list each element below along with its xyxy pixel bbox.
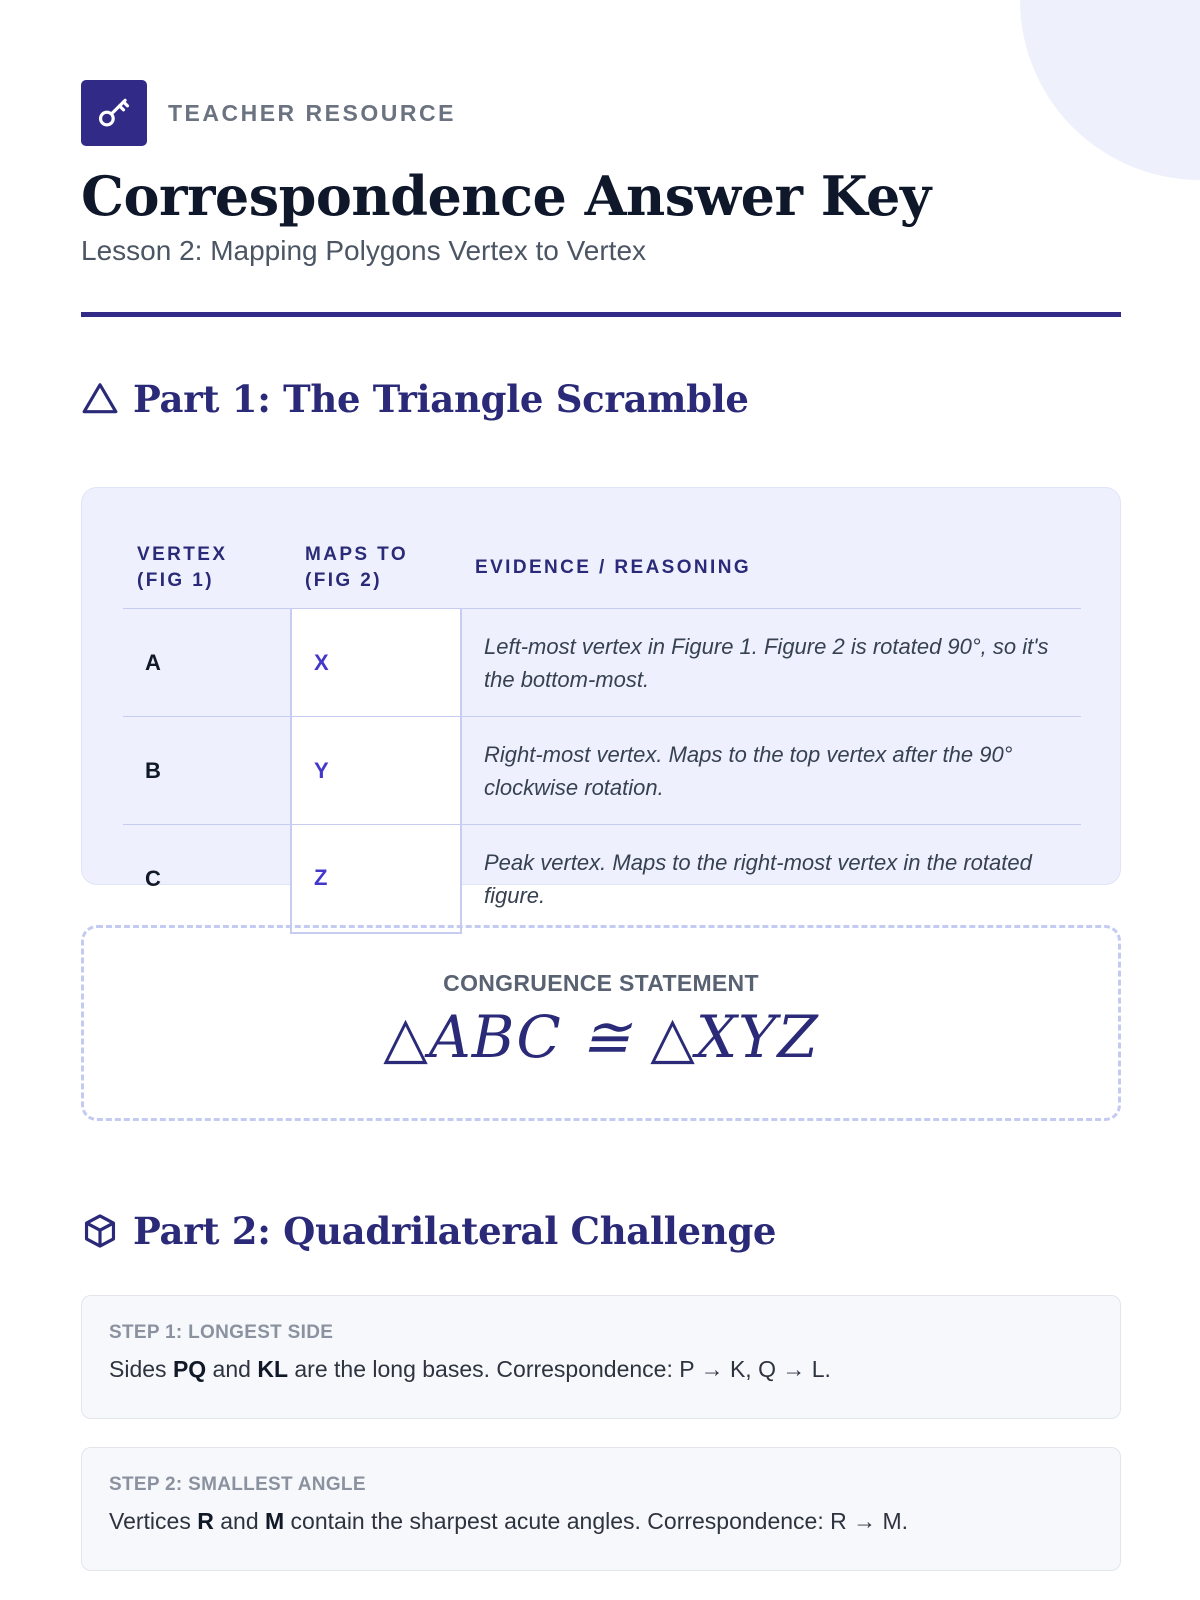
vertex-cell: A — [123, 609, 291, 717]
vertex-cell: C — [123, 825, 291, 933]
congruence-label: CONGRUENCE STATEMENT — [443, 970, 759, 996]
key-icon — [81, 80, 147, 146]
table-header-row — [123, 528, 1081, 609]
column-header-evidence: EVIDENCE / REASONING — [475, 557, 752, 578]
header-divider — [81, 312, 1121, 317]
correspondence-table-card — [81, 487, 1121, 908]
part1-title: Part 1: The Triangle Scramble — [133, 377, 749, 421]
header — [81, 80, 1121, 146]
column-header-vertex: VERTEX (FIG 1) — [137, 544, 228, 591]
evidence-cell: Peak vertex. Maps to the right-most vertex in the rotated figure. — [461, 825, 1081, 933]
step-card — [81, 1295, 1121, 1419]
congruence-statement-box — [81, 925, 1121, 1121]
part1-heading — [81, 377, 1121, 421]
step-label: STEP 1: LONGEST SIDE — [109, 1322, 334, 1343]
maps-to-cell: X — [291, 609, 461, 717]
page-subtitle: Lesson 2: Mapping Polygons Vertex to Vertex — [81, 235, 647, 266]
page-title: Correspondence Answer Key — [81, 164, 931, 228]
maps-to-cell: Z — [291, 825, 461, 933]
vertex-cell: B — [123, 717, 291, 825]
column-header-maps-to: MAPS TO (FIG 2) — [305, 544, 409, 591]
triangle-icon — [81, 380, 119, 418]
maps-to-cell: Y — [291, 717, 461, 825]
evidence-cell: Left-most vertex in Figure 1. Figure 2 is rotated 90°, so it's the bottom-most. — [461, 609, 1081, 717]
correspondence-table — [123, 528, 1081, 934]
eyebrow-label: TEACHER RESOURCE — [168, 99, 456, 126]
cube-icon — [81, 1212, 119, 1250]
step-text: Vertices R and M contain the sharpest acute angles. Correspondence: R → M. — [109, 1508, 909, 1534]
answer-key-page — [81, 80, 1121, 1571]
table-row — [123, 609, 1081, 717]
table-row — [123, 717, 1081, 825]
step-text: Sides PQ and KL are the long bases. Correspondence: P → K, Q → L. — [109, 1356, 831, 1382]
part2-heading — [81, 1209, 1121, 1253]
part2-title: Part 2: Quadrilateral Challenge — [133, 1209, 777, 1253]
step-card — [81, 1447, 1121, 1571]
table-row — [123, 825, 1081, 933]
congruence-formula: △ABC ≅ △XYZ — [383, 1003, 819, 1071]
evidence-cell: Right-most vertex. Maps to the top vertex after the 90° clockwise rotation. — [461, 717, 1081, 825]
step-label: STEP 2: SMALLEST ANGLE — [109, 1474, 366, 1495]
